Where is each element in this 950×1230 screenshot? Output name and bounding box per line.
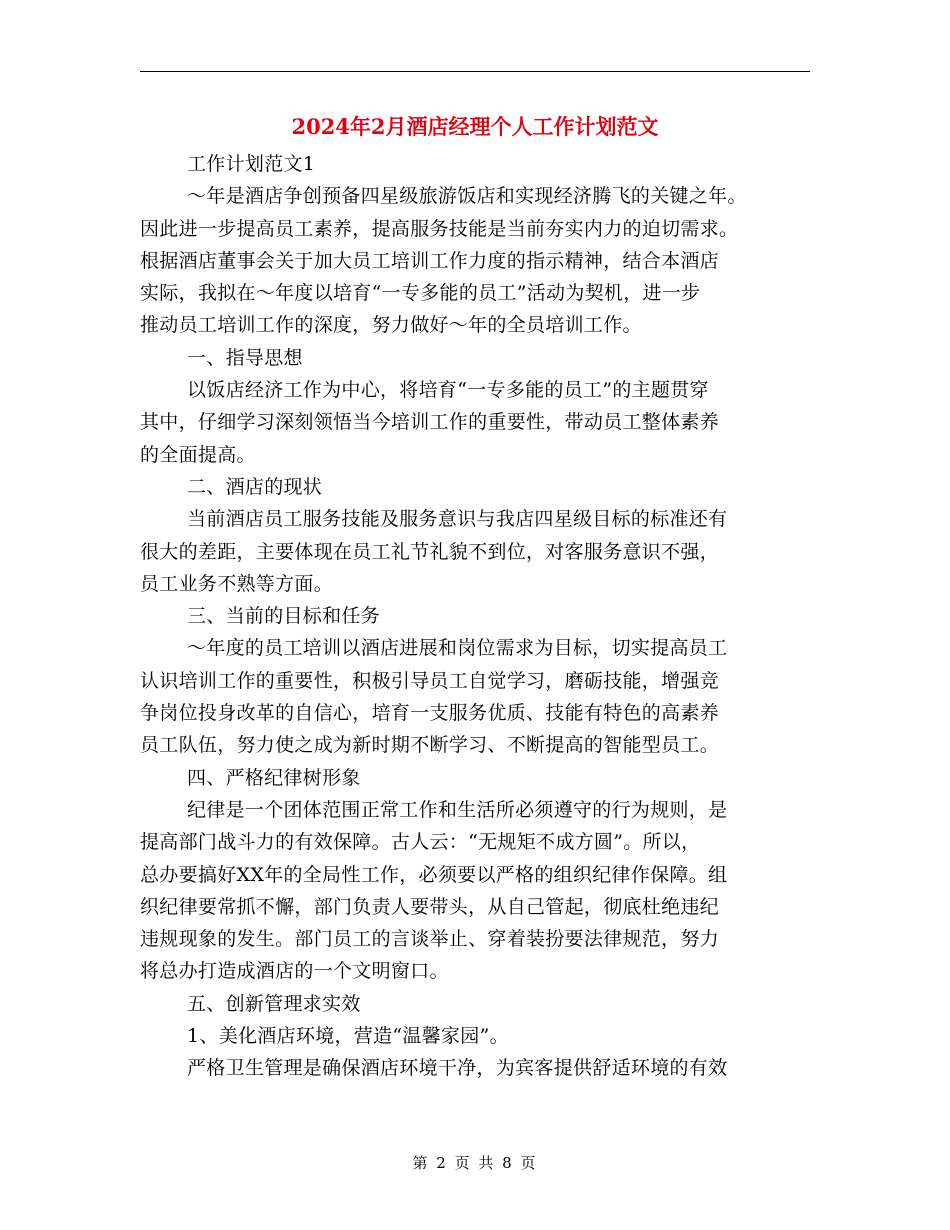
subsection-heading: 1、美化酒店环境，营造“温馨家园”。: [187, 1025, 509, 1048]
body-line: 根据酒店董事会关于加大员工培训工作力度的指示精神，结合本酒店: [140, 249, 720, 272]
body-line: 很大的差距，主要体现在员工礼节礼貌不到位，对客服务意识不强，: [140, 540, 720, 563]
body-line: 因此进一步提高员工素养，提高服务技能是当前夯实内力的迫切需求。: [140, 217, 739, 240]
body-line: 将总办打造成酒店的一个文明窗口。: [140, 960, 449, 983]
body-line: ～年度的员工培训以酒店进展和岗位需求为目标，切实提高员工: [187, 637, 728, 660]
document-title: 2024年2月酒店经理个人工作计划范文: [291, 114, 659, 139]
body-line: 总办要搞好XX年的全局性工作，必须要以严格的组织纪律作保障。组: [140, 863, 728, 886]
body-line: 织纪律要常抓不懈，部门负责人要带头，从自己管起，彻底杜绝违纪: [140, 895, 720, 918]
body-line: 员工队伍，努力使之成为新时期不断学习、不断提高的智能型员工。: [140, 734, 720, 757]
section-heading: 五、创新管理求实效: [187, 992, 361, 1015]
body-line: 的全面提高。: [140, 443, 256, 466]
body-line: 推动员工培训工作的深度，努力做好～年的全员培训工作。: [140, 314, 642, 337]
section-heading: 一、指导思想: [187, 346, 303, 369]
body-line: 员工业务不熟等方面。: [140, 572, 334, 595]
page-number: 第 2 页 共 8 页: [412, 1154, 538, 1172]
body-line: 纪律是一个团体范围正常工作和生活所必须遵守的行为规则，是: [187, 798, 728, 821]
body-line: 实际，我拟在～年度以培育“一专多能的员工”活动为契机，进一步: [140, 282, 701, 305]
document-body: [140, 148, 810, 1085]
body-line: 当前酒店员工服务技能及服务意识与我店四星级目标的标准还有: [187, 508, 728, 531]
body-line: 违规现象的发生。部门员工的言谈举止、穿着装扮要法律规范，努力: [140, 928, 720, 951]
body-line: 争岗位投身改革的自信心，培育一支服务优质、技能有特色的高素养: [140, 702, 720, 725]
body-line: 以饭店经济工作为中心，将培育“一专多能的员工”的主题贯穿: [187, 379, 709, 402]
body-line: 其中，仔细学习深刻领悟当今培训工作的重要性，带动员工整体素养: [140, 411, 720, 434]
section-heading: 四、严格纪律树形象: [187, 766, 361, 789]
body-line: 提高部门战斗力的有效保障。古人云：“无规矩不成方圆”。所以，: [140, 831, 701, 854]
body-line: 工作计划范文1: [187, 153, 316, 175]
body-line: 严格卫生管理是确保酒店环境干净，为宾客提供舒适环境的有效: [187, 1057, 728, 1080]
body-line: ～年是酒店争创预备四星级旅游饭店和实现经济腾飞的关键之年。: [187, 185, 747, 208]
section-heading: 二、酒店的现状: [187, 475, 323, 498]
header-rule: [140, 71, 810, 72]
section-heading: 三、当前的目标和任务: [187, 605, 381, 628]
body-line: 认识培训工作的重要性，积极引导员工自觉学习，磨砺技能，增强竞: [140, 669, 720, 692]
